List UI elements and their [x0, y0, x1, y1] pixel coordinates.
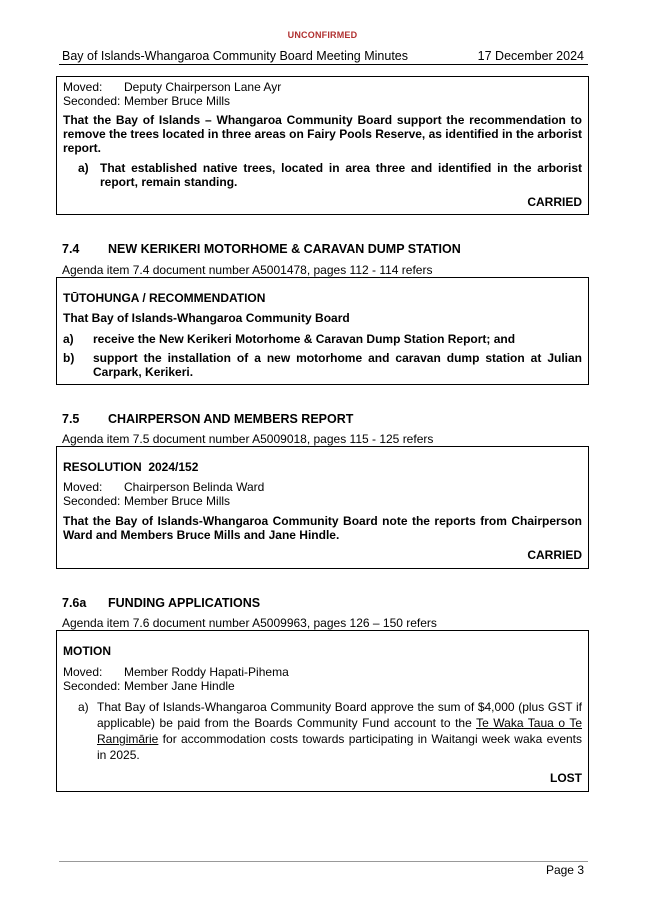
resolution-box-fairy-pools [56, 76, 589, 215]
recipient-name: Te Waka Taua o Te Rangimārie [97, 716, 582, 746]
seconded-by: Member Bruce Mills [124, 94, 231, 108]
outcome-carried: CARRIED [527, 548, 582, 562]
motion-box [56, 630, 589, 792]
section-number: 7.6a [62, 596, 87, 610]
recommendation-box [56, 277, 589, 385]
section-title: NEW KERIKERI MOTORHOME & CARAVAN DUMP STATION [108, 242, 461, 256]
seconded-line [63, 94, 582, 108]
moved-label: Moved: [63, 480, 103, 494]
moved-label: Moved: [63, 665, 103, 679]
page-number: Page 3 [545, 863, 584, 877]
header-rule [59, 64, 588, 65]
section-title: FUNDING APPLICATIONS [108, 596, 261, 610]
section-7-6a-agenda: Agenda item 7.6 document number A5009963, pages 126 – 150 refers [62, 616, 437, 630]
section-title: CHAIRPERSON AND MEMBERS REPORT [108, 412, 354, 426]
motion-heading: MOTION [63, 644, 111, 658]
resolution-text: That the Bay of Islands – Whangaroa Community Board support the recommendation to remove the trees located in three areas on Fairy Pools Reserve, as identified in the arborist report. [63, 113, 582, 155]
moved-label: Moved: [63, 80, 103, 94]
item-a-marker: a) [63, 332, 74, 346]
item-a-text-start: That Bay of Islands-Whangaroa Community Board approve the sum of $4,000 (plus GST if applicable) be paid from the Boards Community Fund account to the [97, 700, 582, 730]
document-title: Bay of Islands-Whangaroa Community Board Meeting Minutes [62, 49, 408, 63]
item-a-text: receive the New Kerikeri Motorhome & Caravan Dump Station Report; and [93, 332, 516, 346]
section-7-4-agenda: Agenda item 7.4 document number A5001478, pages 112 - 114 refers [62, 263, 433, 277]
section-number: 7.4 [62, 242, 80, 256]
item-a-marker: a) [78, 700, 89, 714]
section-7-4-heading [62, 242, 461, 256]
recommendation-intro: That Bay of Islands-Whangaroa Community Board [63, 311, 350, 325]
item-b-text: support the installation of a new motorhome and caravan dump station at Julian Carpark, Kerikeri. [93, 351, 582, 379]
recommendation-heading: TŪTOHUNGA / RECOMMENDATION [63, 291, 266, 305]
moved-by: Chairperson Belinda Ward [124, 480, 265, 494]
item-a-text-end: for accommodation costs towards participating in Waitangi week waka events in 2025. [97, 732, 582, 762]
item-a-text [97, 699, 582, 763]
seconded-line [63, 679, 582, 693]
section-7-6a-heading [62, 596, 260, 610]
seconded-label: Seconded: [63, 494, 121, 508]
moved-line [63, 480, 582, 494]
resolution-heading: RESOLUTION 2024/152 [63, 460, 199, 474]
seconded-label: Seconded: [63, 94, 121, 108]
moved-by: Deputy Chairperson Lane Ayr [124, 80, 282, 94]
seconded-by: Member Bruce Mills [124, 494, 231, 508]
item-b-marker: b) [63, 351, 75, 365]
moved-line [63, 665, 582, 679]
section-7-5-heading [62, 412, 353, 426]
seconded-line [63, 494, 582, 508]
moved-line [63, 80, 582, 94]
outcome-lost: LOST [550, 771, 582, 785]
outcome-carried: CARRIED [527, 195, 582, 209]
seconded-by: Member Jane Hindle [124, 679, 235, 693]
item-a-marker: a) [78, 161, 89, 175]
section-number: 7.5 [62, 412, 80, 426]
document-date: 17 December 2024 [477, 49, 584, 63]
resolution-text: That the Bay of Islands-Whangaroa Community Board note the reports from Chairperson Ward and Members Bruce Mills and Jane Hindle. [63, 514, 582, 542]
seconded-label: Seconded: [63, 679, 121, 693]
section-7-5-agenda: Agenda item 7.5 document number A5009018, pages 115 - 125 refers [62, 432, 434, 446]
resolution-box-members-report [56, 446, 589, 569]
footer-rule [59, 861, 588, 862]
item-a-text: That established native trees, located in area three and identified in the arborist report, remain standing. [100, 161, 582, 189]
unconfirmed-watermark: UNCONFIRMED [287, 30, 358, 40]
moved-by: Member Roddy Hapati-Pihema [124, 665, 289, 679]
